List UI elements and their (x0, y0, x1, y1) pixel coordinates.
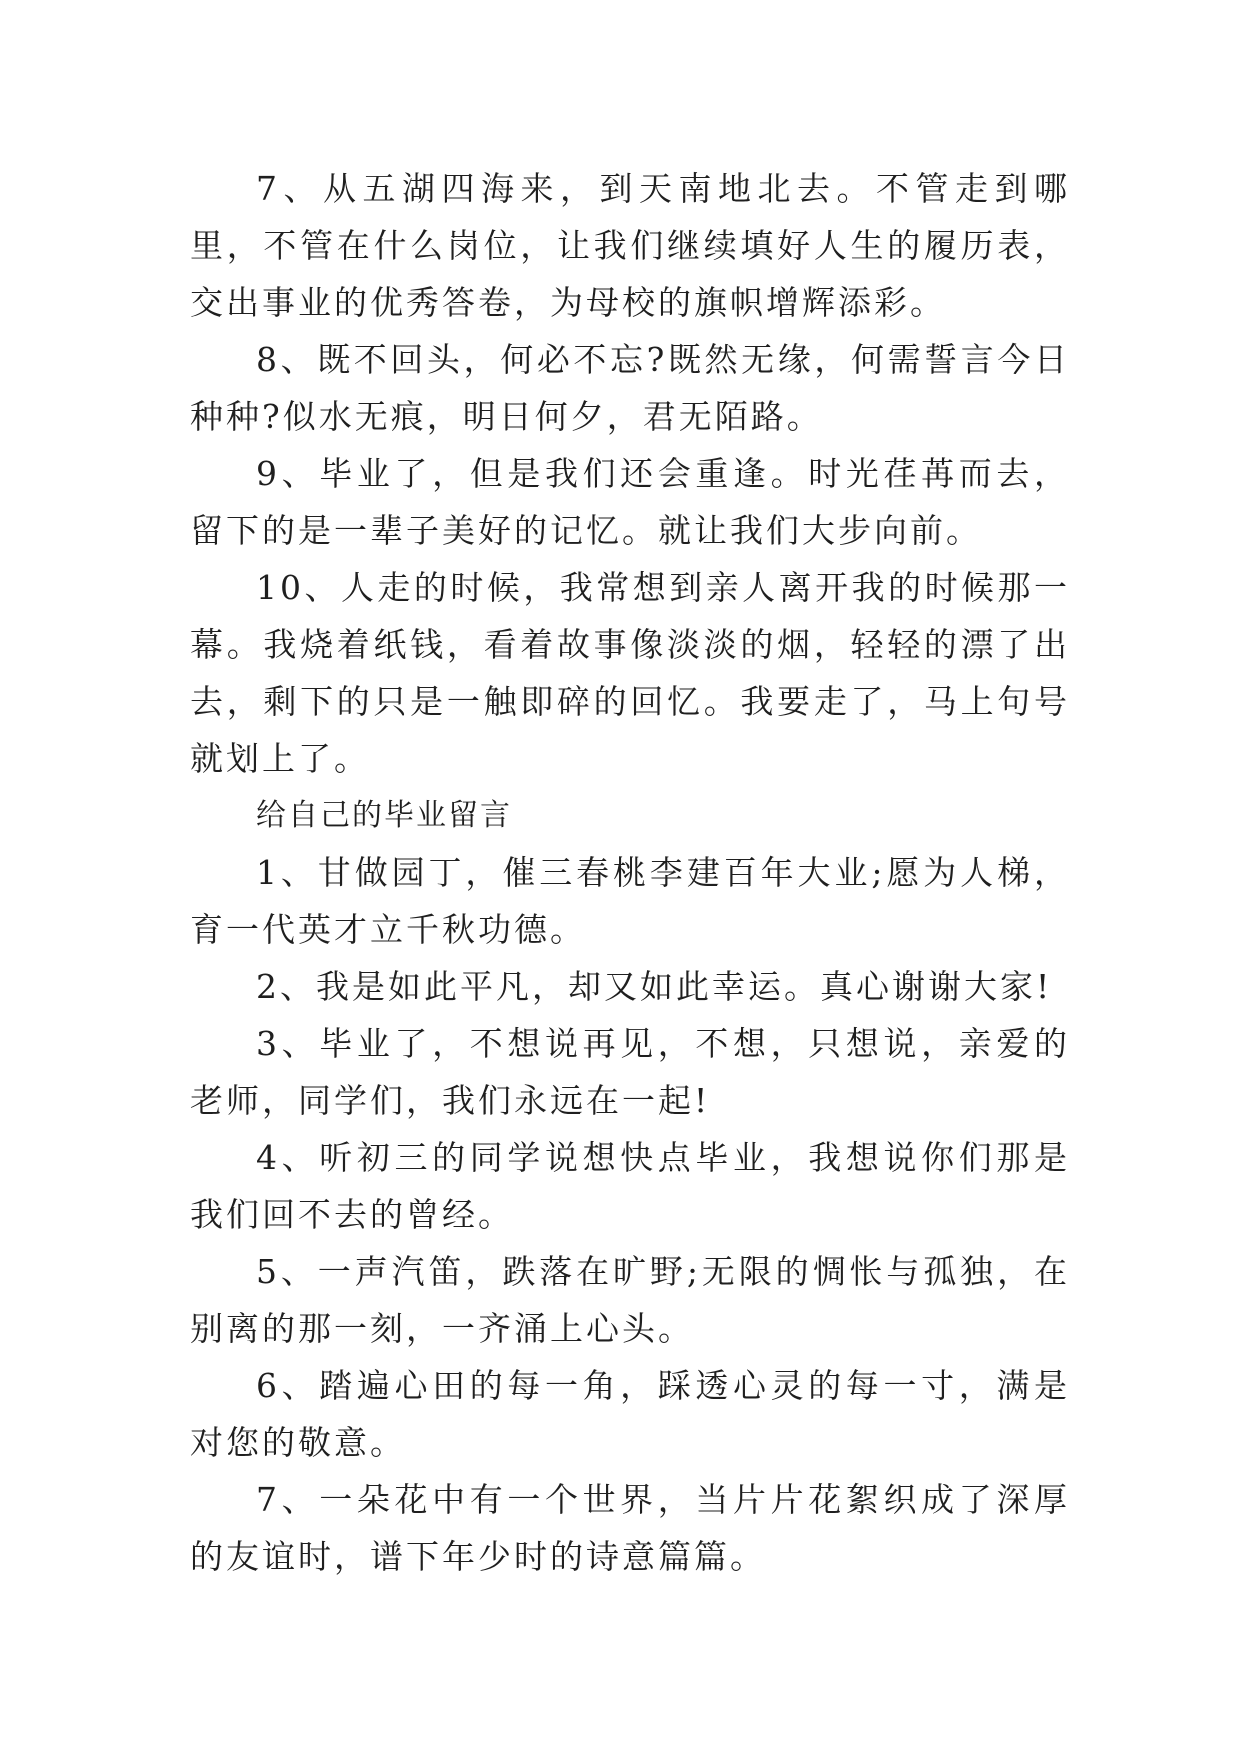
message-7: 7、一朵花中有一个世界，当片片花絮织成了深厚的友谊时，谱下年少时的诗意篇篇。 (190, 1480, 1070, 1576)
message-2: 2、我是如此平凡，却又如此幸运。真心谢谢大家! (256, 967, 1053, 1006)
paragraph-9: 9、毕业了，但是我们还会重逢。时光荏苒而去，留下的是一辈子美好的记忆。就让我们大步向前。 (190, 454, 1070, 550)
paragraph-7: 7、从五湖四海来，到天南地北去。不管走到哪里，不管在什么岗位，让我们继续填好人生的履历表，交出事业的优秀答卷，为母校的旗帜增辉添彩。 (190, 169, 1070, 322)
message-6: 6、踏遍心田的每一角，踩透心灵的每一寸，满是对您的敬意。 (190, 1366, 1070, 1462)
message-4: 4、听初三的同学说想快点毕业，我想说你们那是我们回不去的曾经。 (190, 1138, 1070, 1234)
paragraph-10: 10、人走的时候，我常想到亲人离开我的时候那一幕。我烧着纸钱，看着故事像淡淡的烟，轻轻的漂了出去，剩下的只是一触即碎的回忆。我要走了，马上句号就划上了。 (190, 568, 1070, 778)
paragraph-8: 8、既不回头，何必不忘?既然无缘，何需誓言今日种种?似水无痕，明日何夕，君无陌路。 (190, 340, 1070, 436)
document-body (190, 160, 1070, 1585)
section-heading: 给自己的毕业留言 (256, 798, 512, 833)
message-1: 1、甘做园丁，催三春桃李建百年大业;愿为人梯，育一代英才立千秋功德。 (190, 853, 1070, 949)
message-5: 5、一声汽笛，跌落在旷野;无限的惆怅与孤独，在别离的那一刻，一齐涌上心头。 (190, 1252, 1070, 1348)
message-3: 3、毕业了，不想说再见，不想，只想说，亲爱的老师，同学们，我们永远在一起! (190, 1024, 1070, 1120)
